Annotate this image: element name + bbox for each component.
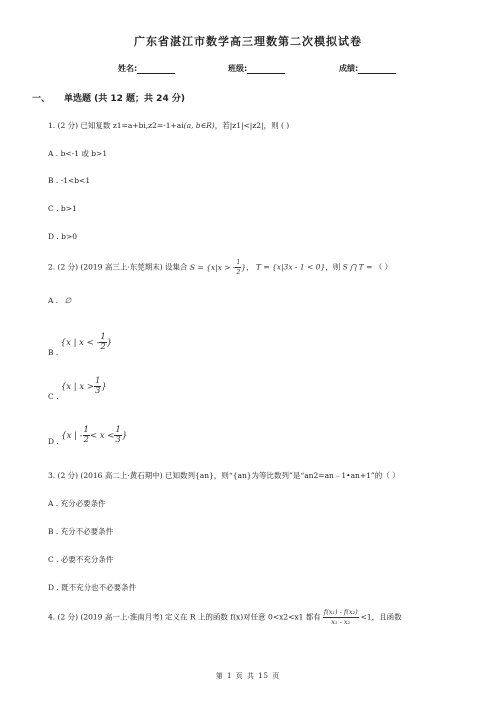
page-title: 广东省湛江市数学高三理数第二次模拟试卷 xyxy=(134,35,362,48)
q1-stem-math: (a, b∈R) xyxy=(183,121,215,130)
question-1-stem xyxy=(48,120,289,131)
q3-option-c[interactable]: C . 必要不充分条件 xyxy=(48,555,114,564)
q2-intersect: S ⋂ T = xyxy=(342,262,373,272)
question-3-stem: 3. (2 分) (2016 高二上·黄石期中) 已知数列{an}，则“{an}为等比数列”是“an2=an﹣1•an+1”的（ ） xyxy=(48,471,400,480)
q4-stem-prefix: 4. (2 分) (2019 高一上·淮南月考) 定义在 R 上的函数 f(x)对任意 0<x2<x1 都有 xyxy=(48,612,321,622)
q3-option-a[interactable]: A . 充分必要条件 xyxy=(48,499,106,508)
q1-option-b[interactable]: B . -1<b<1 xyxy=(48,176,91,185)
section-heading xyxy=(32,91,185,104)
score-blank xyxy=(358,73,396,74)
q2-stem-mid: ，则 xyxy=(325,262,341,272)
page-footer: 第 1 页 共 15 页 xyxy=(215,672,281,680)
score-field xyxy=(339,63,396,74)
q1-option-a[interactable]: A . b<-1 或 b>1 xyxy=(48,149,108,158)
question-4-stem xyxy=(48,608,402,627)
q2-set-t: T = {x|3x - 1 < 0} xyxy=(255,262,326,272)
class-field xyxy=(228,63,285,74)
q2-option-c[interactable]: C . {x | x > $\frac{1}{3}$ } xyxy=(48,376,107,401)
q2-stem-suffix: （ ） xyxy=(374,262,393,272)
q2-comma: ， xyxy=(246,262,254,272)
name-field xyxy=(118,63,175,74)
q2-option-d[interactable]: D . {x | - $\frac{1}{2}$ < x < $\frac{1}{3}$ } xyxy=(48,425,128,446)
q2-option-b[interactable]: B . {x | x < - $\frac{1}{2}$ } xyxy=(48,332,113,357)
name-blank xyxy=(137,73,175,74)
q1-stem-prefix: 1. (2 分) 已知复数 z1=a+bi,z2=-1+ai xyxy=(48,121,184,130)
q3-option-d[interactable]: D . 既不充分也不必要条件 xyxy=(48,583,137,592)
q4-stem-suffix: <1，且函数 xyxy=(360,612,402,622)
q3-option-b[interactable]: B . 充分不必要条件 xyxy=(48,527,114,536)
q2-stem-prefix: 2. (2 分) (2019 高三上·东莞期末) 设集合 xyxy=(48,262,188,272)
name-label: 姓名: xyxy=(118,64,138,73)
q4-fraction: $\frac{\text{f(x₁) - f(x₂)}}{\text{x₁ - x₂}}$ xyxy=(323,608,358,626)
q2-set-s: S = {x|x > - $\frac{1}{2}$ } xyxy=(189,259,247,276)
q1-stem-suffix: ，若|z1|<|z2|，则 ( ) xyxy=(214,121,290,130)
q2-option-d-math: {x | - $\frac{1}{2}$ < x < $\frac{1}{3}$ } xyxy=(61,425,128,445)
q1-option-d[interactable]: D . b>0 xyxy=(48,232,78,241)
q2-option-b-math: {x | x < - $\frac{1}{2}$ } xyxy=(60,332,113,352)
empty-set-symbol: ∅ xyxy=(64,296,72,305)
score-label: 成绩: xyxy=(339,64,359,73)
q2-option-a[interactable]: A . ∅ xyxy=(48,296,72,305)
q2-option-c-math: {x | x > $\frac{1}{3}$ } xyxy=(60,376,107,396)
section-number: 一、 xyxy=(32,94,51,104)
section-title: 单选题 (共 12 题；共 24 分) xyxy=(64,94,185,104)
class-label: 班级: xyxy=(228,64,248,73)
question-2-stem xyxy=(48,258,392,277)
q1-option-c[interactable]: C . b>1 xyxy=(48,204,77,213)
class-blank xyxy=(247,73,285,74)
